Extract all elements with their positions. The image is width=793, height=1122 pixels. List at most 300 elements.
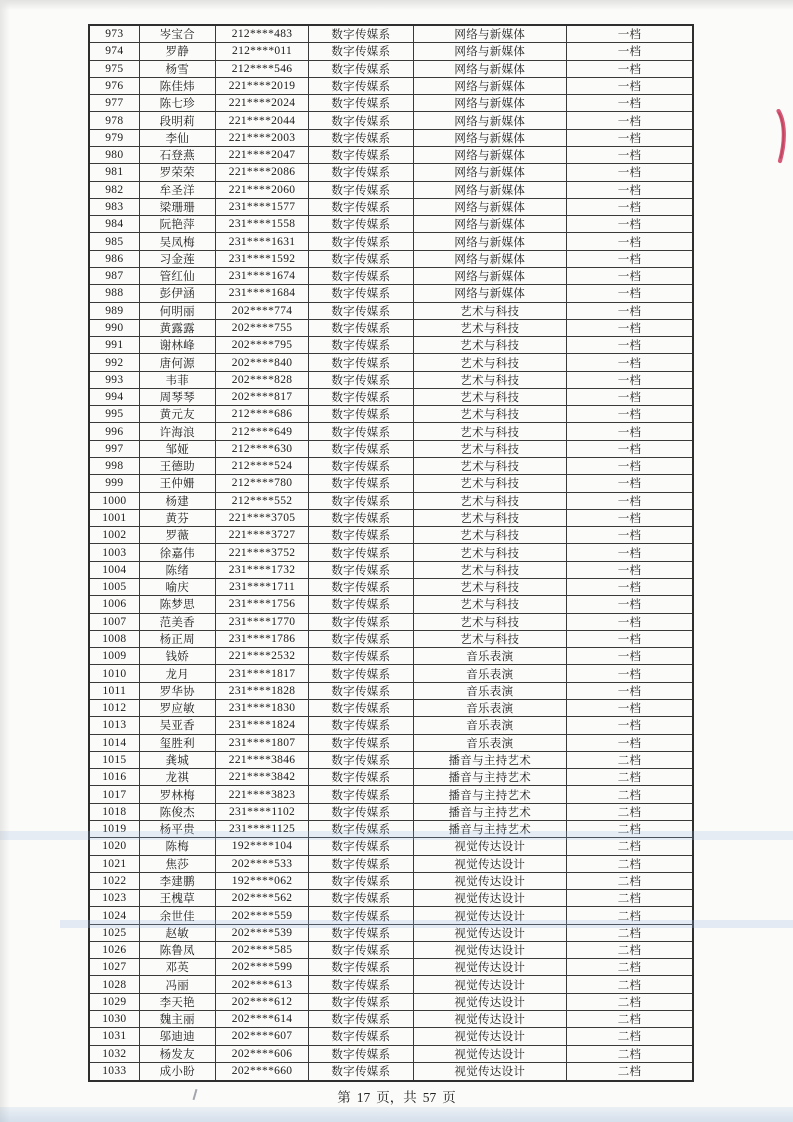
table-row	[89, 181, 693, 198]
cell-serial-number: 1006	[89, 596, 139, 613]
cell-department: 数字传媒系	[309, 561, 413, 578]
cell-masked-exam-id: 202****774	[215, 302, 308, 319]
cell-serial-number: 979	[89, 129, 139, 146]
table-row	[89, 440, 693, 457]
cell-student-name: 彭伊涵	[139, 285, 215, 302]
cell-department: 数字传媒系	[309, 216, 413, 233]
cell-serial-number: 1015	[89, 751, 139, 768]
cell-masked-exam-id: 221****2060	[215, 181, 308, 198]
table-row	[89, 838, 693, 855]
cell-student-name: 王仲姗	[139, 475, 215, 492]
student-roster-table	[88, 24, 694, 1082]
cell-department: 数字传媒系	[309, 267, 413, 284]
cell-department: 数字传媒系	[309, 872, 413, 889]
cell-tier: 一档	[567, 717, 693, 734]
table-row	[89, 527, 693, 544]
table-row	[89, 561, 693, 578]
table-row	[89, 319, 693, 336]
table-row	[89, 1011, 693, 1028]
cell-student-name: 吴亚香	[139, 717, 215, 734]
cell-tier: 一档	[567, 112, 693, 129]
cell-department: 数字传媒系	[309, 423, 413, 440]
cell-masked-exam-id: 231****1770	[215, 613, 308, 630]
cell-student-name: 余世佳	[139, 907, 215, 924]
cell-tier: 二档	[567, 924, 693, 941]
table-row	[89, 77, 693, 94]
cell-tier: 一档	[567, 630, 693, 647]
cell-major: 网络与新媒体	[413, 181, 567, 198]
cell-department: 数字传媒系	[309, 354, 413, 371]
cell-masked-exam-id: 202****612	[215, 993, 308, 1010]
table-row	[89, 769, 693, 786]
cell-department: 数字传媒系	[309, 337, 413, 354]
cell-serial-number: 1001	[89, 509, 139, 526]
cell-major: 视觉传达设计	[413, 1045, 567, 1062]
cell-major: 艺术与科技	[413, 423, 567, 440]
cell-tier: 一档	[567, 458, 693, 475]
cell-major: 播音与主持艺术	[413, 786, 567, 803]
cell-tier: 二档	[567, 855, 693, 872]
cell-student-name: 陈梦思	[139, 596, 215, 613]
cell-tier: 一档	[567, 43, 693, 60]
cell-masked-exam-id: 231****1756	[215, 596, 308, 613]
cell-masked-exam-id: 202****559	[215, 907, 308, 924]
table-row	[89, 492, 693, 509]
cell-major: 播音与主持艺术	[413, 820, 567, 837]
cell-major: 网络与新媒体	[413, 43, 567, 60]
cell-student-name: 陈佳炜	[139, 77, 215, 94]
cell-department: 数字传媒系	[309, 544, 413, 561]
cell-masked-exam-id: 231****1125	[215, 820, 308, 837]
cell-tier: 一档	[567, 95, 693, 112]
cell-major: 播音与主持艺术	[413, 751, 567, 768]
cell-tier: 一档	[567, 579, 693, 596]
cell-masked-exam-id: 202****755	[215, 319, 308, 336]
cell-student-name: 陈俊杰	[139, 803, 215, 820]
cell-student-name: 范美香	[139, 613, 215, 630]
table-row	[89, 388, 693, 405]
cell-serial-number: 1009	[89, 648, 139, 665]
cell-major: 艺术与科技	[413, 406, 567, 423]
table-row	[89, 164, 693, 181]
cell-masked-exam-id: 202****606	[215, 1045, 308, 1062]
cell-student-name: 习金莲	[139, 250, 215, 267]
cell-major: 艺术与科技	[413, 492, 567, 509]
cell-student-name: 韦菲	[139, 371, 215, 388]
cell-department: 数字传媒系	[309, 406, 413, 423]
cell-major: 音乐表演	[413, 734, 567, 751]
cell-major: 艺术与科技	[413, 630, 567, 647]
cell-tier: 一档	[567, 388, 693, 405]
cell-major: 艺术与科技	[413, 458, 567, 475]
table-row	[89, 579, 693, 596]
cell-student-name: 龚城	[139, 751, 215, 768]
cell-major: 艺术与科技	[413, 302, 567, 319]
cell-major: 网络与新媒体	[413, 233, 567, 250]
cell-serial-number: 997	[89, 440, 139, 457]
cell-tier: 一档	[567, 527, 693, 544]
table-row	[89, 941, 693, 958]
cell-major: 艺术与科技	[413, 337, 567, 354]
cell-masked-exam-id: 221****2019	[215, 77, 308, 94]
cell-major: 音乐表演	[413, 665, 567, 682]
cell-major: 视觉传达设计	[413, 1011, 567, 1028]
cell-masked-exam-id: 202****533	[215, 855, 308, 872]
cell-tier: 二档	[567, 907, 693, 924]
cell-masked-exam-id: 221****3823	[215, 786, 308, 803]
cell-masked-exam-id: 221****3752	[215, 544, 308, 561]
footer-total-pages: 57	[422, 1090, 437, 1105]
cell-tier: 一档	[567, 475, 693, 492]
cell-serial-number: 981	[89, 164, 139, 181]
table-row	[89, 993, 693, 1010]
cell-department: 数字传媒系	[309, 319, 413, 336]
cell-student-name: 杨平贵	[139, 820, 215, 837]
cell-serial-number: 1014	[89, 734, 139, 751]
cell-masked-exam-id: 202****613	[215, 976, 308, 993]
cell-student-name: 黄元友	[139, 406, 215, 423]
cell-masked-exam-id: 231****1830	[215, 699, 308, 716]
cell-department: 数字传媒系	[309, 371, 413, 388]
cell-tier: 一档	[567, 561, 693, 578]
cell-department: 数字传媒系	[309, 1062, 413, 1081]
cell-serial-number: 1029	[89, 993, 139, 1010]
cell-department: 数字传媒系	[309, 492, 413, 509]
cell-tier: 一档	[567, 181, 693, 198]
table-row	[89, 734, 693, 751]
cell-student-name: 杨发友	[139, 1045, 215, 1062]
cell-masked-exam-id: 202****795	[215, 337, 308, 354]
table-row	[89, 337, 693, 354]
cell-major: 视觉传达设计	[413, 838, 567, 855]
cell-department: 数字传媒系	[309, 458, 413, 475]
cell-student-name: 吴凤梅	[139, 233, 215, 250]
cell-department: 数字传媒系	[309, 285, 413, 302]
cell-tier: 二档	[567, 769, 693, 786]
cell-serial-number: 996	[89, 423, 139, 440]
cell-major: 视觉传达设计	[413, 872, 567, 889]
cell-major: 视觉传达设计	[413, 907, 567, 924]
cell-masked-exam-id: 202****599	[215, 959, 308, 976]
cell-masked-exam-id: 231****1732	[215, 561, 308, 578]
cell-tier: 一档	[567, 596, 693, 613]
cell-student-name: 邹娅	[139, 440, 215, 457]
cell-serial-number: 1008	[89, 630, 139, 647]
cell-serial-number: 983	[89, 198, 139, 215]
cell-student-name: 罗应敏	[139, 699, 215, 716]
cell-major: 网络与新媒体	[413, 146, 567, 163]
cell-major: 艺术与科技	[413, 509, 567, 526]
cell-department: 数字传媒系	[309, 959, 413, 976]
cell-department: 数字传媒系	[309, 77, 413, 94]
cell-department: 数字传媒系	[309, 1011, 413, 1028]
cell-tier: 一档	[567, 734, 693, 751]
cell-masked-exam-id: 221****2003	[215, 129, 308, 146]
cell-tier: 一档	[567, 371, 693, 388]
cell-serial-number: 987	[89, 267, 139, 284]
table-row	[89, 129, 693, 146]
cell-major: 艺术与科技	[413, 371, 567, 388]
cell-major: 网络与新媒体	[413, 216, 567, 233]
cell-masked-exam-id: 212****649	[215, 423, 308, 440]
table-row	[89, 371, 693, 388]
cell-tier: 一档	[567, 60, 693, 77]
cell-department: 数字传媒系	[309, 924, 413, 941]
table-row	[89, 1045, 693, 1062]
cell-masked-exam-id: 192****062	[215, 872, 308, 889]
cell-department: 数字传媒系	[309, 233, 413, 250]
cell-masked-exam-id: 231****1711	[215, 579, 308, 596]
table-row	[89, 665, 693, 682]
cell-tier: 一档	[567, 25, 693, 43]
table-row	[89, 458, 693, 475]
cell-masked-exam-id: 231****1631	[215, 233, 308, 250]
cell-student-name: 龙祺	[139, 769, 215, 786]
cell-department: 数字传媒系	[309, 112, 413, 129]
cell-department: 数字传媒系	[309, 838, 413, 855]
cell-tier: 一档	[567, 699, 693, 716]
cell-major: 视觉传达设计	[413, 1028, 567, 1045]
cell-major: 视觉传达设计	[413, 959, 567, 976]
cell-tier: 一档	[567, 406, 693, 423]
cell-department: 数字传媒系	[309, 388, 413, 405]
cell-masked-exam-id: 192****104	[215, 838, 308, 855]
table-row	[89, 475, 693, 492]
cell-major: 网络与新媒体	[413, 250, 567, 267]
cell-masked-exam-id: 221****2047	[215, 146, 308, 163]
cell-serial-number: 986	[89, 250, 139, 267]
cell-major: 视觉传达设计	[413, 941, 567, 958]
footer-mid-label: 页，共	[376, 1090, 417, 1105]
cell-student-name: 阮艳萍	[139, 216, 215, 233]
cell-serial-number: 976	[89, 77, 139, 94]
cell-serial-number: 1018	[89, 803, 139, 820]
table-row	[89, 216, 693, 233]
cell-department: 数字传媒系	[309, 648, 413, 665]
cell-student-name: 杨正周	[139, 630, 215, 647]
cell-tier: 二档	[567, 1011, 693, 1028]
cell-department: 数字传媒系	[309, 890, 413, 907]
cell-department: 数字传媒系	[309, 803, 413, 820]
cell-masked-exam-id: 231****1684	[215, 285, 308, 302]
cell-major: 播音与主持艺术	[413, 803, 567, 820]
cell-tier: 二档	[567, 786, 693, 803]
cell-major: 音乐表演	[413, 648, 567, 665]
table-row	[89, 146, 693, 163]
cell-student-name: 陈鲁凤	[139, 941, 215, 958]
cell-masked-exam-id: 212****546	[215, 60, 308, 77]
cell-tier: 一档	[567, 509, 693, 526]
cell-tier: 一档	[567, 440, 693, 457]
table-row	[89, 803, 693, 820]
cell-department: 数字传媒系	[309, 630, 413, 647]
table-row	[89, 1028, 693, 1045]
cell-major: 网络与新媒体	[413, 164, 567, 181]
cell-serial-number: 973	[89, 25, 139, 43]
cell-department: 数字传媒系	[309, 665, 413, 682]
cell-masked-exam-id: 221****3705	[215, 509, 308, 526]
cell-student-name: 牟圣洋	[139, 181, 215, 198]
cell-serial-number: 1031	[89, 1028, 139, 1045]
cell-major: 艺术与科技	[413, 440, 567, 457]
cell-masked-exam-id: 231****1102	[215, 803, 308, 820]
table-row	[89, 285, 693, 302]
table-row	[89, 198, 693, 215]
cell-student-name: 玺胜利	[139, 734, 215, 751]
cell-tier: 一档	[567, 319, 693, 336]
table-row	[89, 509, 693, 526]
cell-serial-number: 1005	[89, 579, 139, 596]
cell-student-name: 罗林梅	[139, 786, 215, 803]
cell-masked-exam-id: 202****562	[215, 890, 308, 907]
cell-serial-number: 1003	[89, 544, 139, 561]
table-row	[89, 233, 693, 250]
table-row	[89, 855, 693, 872]
cell-tier: 一档	[567, 146, 693, 163]
cell-department: 数字传媒系	[309, 786, 413, 803]
cell-major: 音乐表演	[413, 699, 567, 716]
cell-masked-exam-id: 231****1674	[215, 267, 308, 284]
cell-department: 数字传媒系	[309, 682, 413, 699]
footer-current-page: 17	[356, 1090, 371, 1105]
cell-department: 数字传媒系	[309, 146, 413, 163]
cell-department: 数字传媒系	[309, 907, 413, 924]
cell-tier: 一档	[567, 77, 693, 94]
cell-student-name: 焦莎	[139, 855, 215, 872]
cell-serial-number: 999	[89, 475, 139, 492]
cell-serial-number: 980	[89, 146, 139, 163]
cell-masked-exam-id: 231****1807	[215, 734, 308, 751]
cell-student-name: 杨雪	[139, 60, 215, 77]
cell-department: 数字传媒系	[309, 976, 413, 993]
cell-student-name: 龙月	[139, 665, 215, 682]
table-row	[89, 959, 693, 976]
cell-tier: 二档	[567, 1028, 693, 1045]
table-row	[89, 751, 693, 768]
cell-major: 视觉传达设计	[413, 890, 567, 907]
cell-serial-number: 998	[89, 458, 139, 475]
cell-department: 数字传媒系	[309, 129, 413, 146]
cell-tier: 二档	[567, 872, 693, 889]
cell-serial-number: 1033	[89, 1062, 139, 1081]
cell-serial-number: 1007	[89, 613, 139, 630]
table-row	[89, 613, 693, 630]
cell-tier: 一档	[567, 337, 693, 354]
cell-department: 数字传媒系	[309, 25, 413, 43]
cell-student-name: 黄露露	[139, 319, 215, 336]
cell-department: 数字传媒系	[309, 769, 413, 786]
cell-student-name: 罗荣荣	[139, 164, 215, 181]
cell-serial-number: 1011	[89, 682, 139, 699]
cell-department: 数字传媒系	[309, 475, 413, 492]
cell-major: 艺术与科技	[413, 475, 567, 492]
cell-tier: 二档	[567, 838, 693, 855]
cell-serial-number: 1027	[89, 959, 139, 976]
cell-tier: 一档	[567, 423, 693, 440]
cell-student-name: 石登燕	[139, 146, 215, 163]
table-row	[89, 544, 693, 561]
table-row	[89, 907, 693, 924]
cell-major: 视觉传达设计	[413, 976, 567, 993]
cell-major: 网络与新媒体	[413, 112, 567, 129]
cell-major: 艺术与科技	[413, 527, 567, 544]
cell-student-name: 徐嘉伟	[139, 544, 215, 561]
cell-tier: 一档	[567, 665, 693, 682]
cell-masked-exam-id: 221****2044	[215, 112, 308, 129]
cell-serial-number: 1028	[89, 976, 139, 993]
cell-serial-number: 1030	[89, 1011, 139, 1028]
cell-major: 网络与新媒体	[413, 77, 567, 94]
cell-department: 数字传媒系	[309, 440, 413, 457]
cell-serial-number: 993	[89, 371, 139, 388]
cell-masked-exam-id: 231****1577	[215, 198, 308, 215]
cell-serial-number: 975	[89, 60, 139, 77]
cell-department: 数字传媒系	[309, 820, 413, 837]
cell-tier: 一档	[567, 302, 693, 319]
cell-major: 网络与新媒体	[413, 129, 567, 146]
cell-serial-number: 1025	[89, 924, 139, 941]
cell-student-name: 杨建	[139, 492, 215, 509]
cell-major: 艺术与科技	[413, 596, 567, 613]
cell-department: 数字传媒系	[309, 941, 413, 958]
table-row	[89, 976, 693, 993]
cell-student-name: 成小盼	[139, 1062, 215, 1081]
cell-tier: 一档	[567, 682, 693, 699]
page-footer	[0, 1086, 793, 1106]
table-row	[89, 267, 693, 284]
table-row	[89, 596, 693, 613]
cell-masked-exam-id: 212****524	[215, 458, 308, 475]
cell-tier: 一档	[567, 164, 693, 181]
table-row	[89, 25, 693, 43]
cell-student-name: 李建鹏	[139, 872, 215, 889]
table-row	[89, 786, 693, 803]
cell-tier: 一档	[567, 285, 693, 302]
cell-major: 视觉传达设计	[413, 1062, 567, 1081]
cell-serial-number: 1013	[89, 717, 139, 734]
cell-serial-number: 988	[89, 285, 139, 302]
table-row	[89, 95, 693, 112]
cell-tier: 二档	[567, 993, 693, 1010]
scan-bottom-edge-band	[0, 1107, 793, 1122]
cell-masked-exam-id: 202****614	[215, 1011, 308, 1028]
table-row	[89, 60, 693, 77]
table-row	[89, 43, 693, 60]
cell-masked-exam-id: 231****1592	[215, 250, 308, 267]
cell-major: 网络与新媒体	[413, 60, 567, 77]
cell-student-name: 罗静	[139, 43, 215, 60]
cell-student-name: 罗华协	[139, 682, 215, 699]
cell-masked-exam-id: 212****552	[215, 492, 308, 509]
cell-department: 数字传媒系	[309, 1045, 413, 1062]
cell-masked-exam-id: 221****3842	[215, 769, 308, 786]
cell-department: 数字传媒系	[309, 751, 413, 768]
cell-tier: 二档	[567, 803, 693, 820]
cell-serial-number: 1020	[89, 838, 139, 855]
cell-serial-number: 1012	[89, 699, 139, 716]
cell-masked-exam-id: 212****483	[215, 25, 308, 43]
cell-tier: 二档	[567, 959, 693, 976]
cell-student-name: 黄芬	[139, 509, 215, 526]
cell-masked-exam-id: 212****686	[215, 406, 308, 423]
cell-major: 播音与主持艺术	[413, 769, 567, 786]
cell-department: 数字传媒系	[309, 699, 413, 716]
cell-department: 数字传媒系	[309, 734, 413, 751]
cell-masked-exam-id: 231****1824	[215, 717, 308, 734]
cell-serial-number: 1010	[89, 665, 139, 682]
cell-tier: 一档	[567, 267, 693, 284]
cell-major: 音乐表演	[413, 682, 567, 699]
